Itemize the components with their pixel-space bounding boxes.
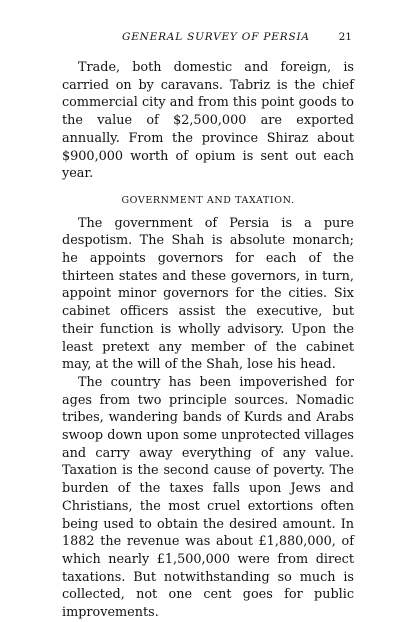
running-head (62, 31, 354, 49)
running-head-title: GENERAL SURVEY OF PERSIA (122, 31, 310, 43)
paragraph-taxation: The country has been impoverished for ages from two principle sources. Nomadic tribes, wandering bands of Kurds and Arabs swoop down upon some unprotected villages and carry away everything of any value. Taxation is the second cause of poverty. The burden of the taxes falls upon Jews and Christians, the most cruel extortions often being used to obtain the desired amount. In 1882 the revenue was about £1,880,000, of which nearly £1,500,000 were from direct taxations. But notwithstanding so much is collected, not one cent goes for public improvements. (62, 374, 354, 621)
page-number: 21 (338, 31, 352, 43)
book-page (62, 31, 354, 622)
paragraph-trade: Trade, both domestic and foreign, is carried on by caravans. Tabriz is the chief commercial city and from this point goods to the value of $2,500,000 are exported annually. From the province Shiraz about $900,000 worth of opium is sent out each year. (62, 60, 354, 182)
body-text (62, 59, 354, 622)
section-heading: GOVERNMENT AND TAXATION. (121, 194, 295, 206)
paragraph-government: The government of Persia is a pure despotism. The Shah is absolute monarch; he appoints governors for each of the thirteen states and these governors, in turn, appoint minor governors for the cities. Six cabinet officers assist the executive, but their function is wholly advisory. Upon the least pretext any member of the cabinet may, at the will of the Shah, lose his head. (62, 215, 354, 373)
